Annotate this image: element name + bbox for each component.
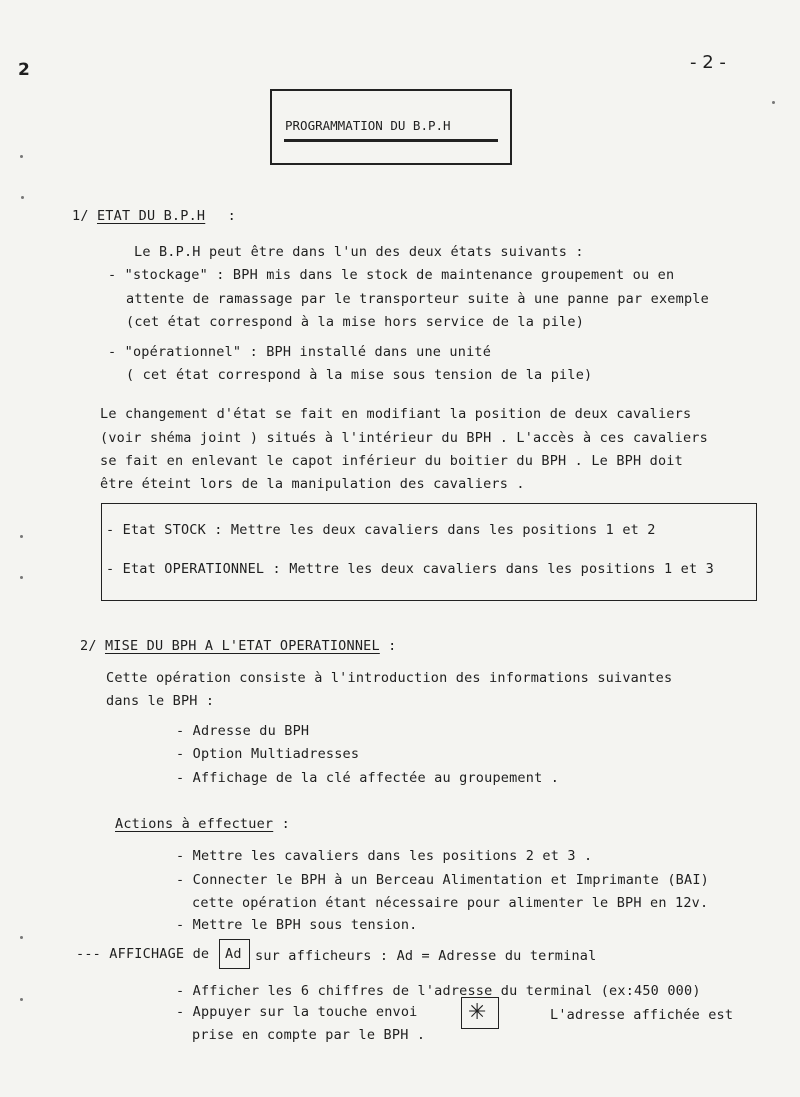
- scan-speck: [20, 936, 23, 939]
- scan-speck: [20, 576, 23, 579]
- paragraph-line-1: Le changement d'état se fait en modifiant la position de deux cavaliers: [100, 406, 692, 422]
- page-title: PROGRAMMATION DU B.P.H: [285, 118, 451, 133]
- paragraph-line-3: se fait en enlevant le capot inférieur du boitier du BPH . Le BPH doit: [100, 453, 683, 469]
- section2-heading-colon: :: [388, 638, 397, 654]
- section2-number: 2/: [80, 638, 97, 654]
- scan-speck: [20, 998, 23, 1001]
- operationnel-line-1: - "opérationnel" : BPH installé dans une unité: [108, 344, 492, 360]
- section1-heading-colon: :: [227, 208, 236, 224]
- section2-intro-line-1: Cette opération consiste à l'introduction des informations suivantes: [106, 670, 673, 686]
- action-2-line-2: cette opération étant nécessaire pour alimenter le BPH en 12v.: [192, 895, 709, 911]
- paragraph-line-2: (voir shéma joint ) situés à l'intérieur du BPH . L'accès à ces cavaliers: [100, 430, 708, 446]
- scan-speck: [20, 535, 23, 538]
- section1-heading-line: [72, 208, 236, 224]
- title-underline: [284, 139, 498, 142]
- section2-heading: MISE DU BPH A L'ETAT OPERATIONNEL: [104, 638, 380, 654]
- affichage-suffix: sur afficheurs : Ad = Adresse du terminal: [255, 948, 597, 964]
- ad-display-code: Ad: [225, 946, 242, 962]
- state-operationnel-line: - Etat OPERATIONNEL : Mettre les deux cavaliers dans les positions 1 et 3: [106, 561, 714, 577]
- step-2-line-1: - Appuyer sur la touche envoi: [176, 1004, 418, 1020]
- action-1: - Mettre les cavaliers dans les positions 2 et 3 .: [176, 848, 593, 864]
- section1-number: 1/: [72, 208, 89, 224]
- info-item: - Option Multiadresses: [176, 746, 360, 762]
- action-3: - Mettre le BPH sous tension.: [176, 917, 418, 933]
- info-item: - Adresse du BPH: [176, 723, 310, 739]
- scan-speck: [21, 196, 24, 199]
- step-1: - Afficher les 6 chiffres de l'adresse du terminal (ex:450 000): [176, 983, 701, 999]
- jumper-states-box: [101, 503, 757, 601]
- send-key-icon: ✳: [468, 1000, 487, 1025]
- section1-heading: ETAT DU B.P.H: [96, 208, 206, 224]
- paragraph-line-4: être éteint lors de la manipulation des cavaliers .: [100, 476, 525, 492]
- stockage-line-3: (cet état correspond à la mise hors service de la pile): [126, 314, 585, 330]
- stockage-line-2: attente de ramassage par le transporteur suite à une panne par exemple: [126, 291, 709, 307]
- margin-page-number: 2: [18, 60, 30, 80]
- section2-intro-line-2: dans le BPH :: [106, 693, 215, 709]
- info-item: - Affichage de la clé affectée au groupement .: [176, 770, 560, 786]
- section1-intro: Le B.P.H peut être dans l'un des deux états suivants :: [134, 244, 584, 260]
- page-number: - 2 -: [690, 52, 726, 73]
- action-2-line-1: - Connecter le BPH à un Berceau Alimentation et Imprimante (BAI): [176, 872, 709, 888]
- affichage-prefix: --- AFFICHAGE de: [76, 946, 210, 962]
- scan-speck: [772, 101, 775, 104]
- section2-heading-line: [80, 638, 396, 654]
- step-2-note: L'adresse affichée est: [550, 1007, 734, 1023]
- actions-heading-line: [115, 816, 290, 832]
- actions-heading-colon: :: [281, 816, 290, 832]
- scan-speck: [20, 155, 23, 158]
- operationnel-line-2: ( cet état correspond à la mise sous tension de la pile): [126, 367, 593, 383]
- state-stock-line: - Etat STOCK : Mettre les deux cavaliers dans les positions 1 et 2: [106, 522, 656, 538]
- actions-heading: Actions à effectuer: [115, 816, 274, 832]
- stockage-line-1: - "stockage" : BPH mis dans le stock de maintenance groupement ou en: [108, 267, 675, 283]
- step-2-line-2: prise en compte par le BPH .: [192, 1027, 426, 1043]
